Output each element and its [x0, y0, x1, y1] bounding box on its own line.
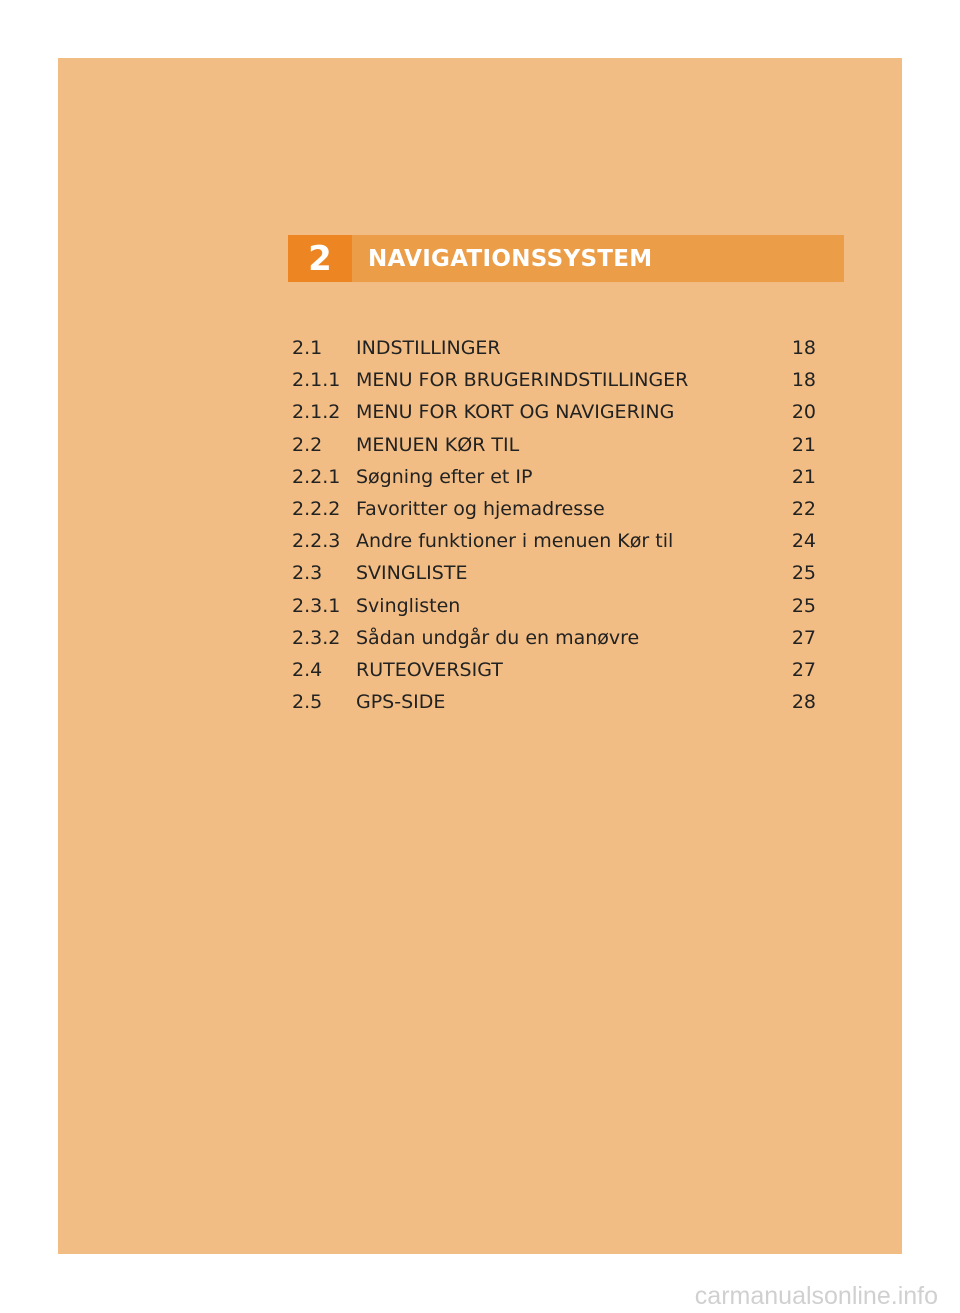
toc-entry-page: 21	[791, 465, 816, 488]
toc-entry[interactable]	[292, 590, 816, 622]
toc-entry-number: 2.2	[292, 433, 323, 456]
toc-entry-number: 2.2.1	[292, 465, 341, 488]
toc-entry[interactable]	[292, 396, 816, 428]
toc-entry-title: SVINGLISTE	[356, 562, 468, 585]
toc-entry-number: 2.2.3	[292, 530, 341, 553]
toc-entry-page: 24	[791, 530, 816, 553]
toc-entry-page: 20	[791, 401, 816, 424]
toc-entry[interactable]	[292, 364, 816, 396]
toc-entry-page: 22	[791, 498, 816, 521]
toc-entry-page: 27	[791, 658, 816, 681]
toc-entry[interactable]	[292, 525, 816, 557]
toc-entry[interactable]	[292, 557, 816, 589]
toc-entry-number: 2.1.2	[292, 401, 341, 424]
toc-entry-title: MENU FOR KORT OG NAVIGERING	[356, 401, 675, 424]
toc-entry-page: 25	[791, 562, 816, 585]
chapter-title: NAVIGATIONSSYSTEM	[368, 245, 653, 272]
table-of-contents	[292, 332, 816, 718]
watermark-text: carmanualsonline.info	[694, 1282, 938, 1310]
toc-entry-page: 21	[791, 433, 816, 456]
toc-entry-number: 2.1.1	[292, 369, 341, 392]
toc-entry[interactable]	[292, 493, 816, 525]
toc-entry-title: MENUEN KØR TIL	[356, 433, 520, 456]
toc-entry-title: Søgning efter et IP	[356, 465, 533, 488]
toc-entry-number: 2.4	[292, 658, 323, 681]
chapter-number: 2	[288, 235, 352, 282]
toc-entry-title: RUTEOVERSIGT	[356, 658, 503, 681]
toc-entry-title: INDSTILLINGER	[356, 337, 501, 360]
toc-entry-page: 25	[791, 594, 816, 617]
manual-page	[58, 58, 902, 1254]
toc-entry-number: 2.3.2	[292, 626, 341, 649]
toc-entry-number: 2.2.2	[292, 498, 341, 521]
toc-entry-number: 2.5	[292, 691, 323, 714]
toc-entry-title: Sådan undgår du en manøvre	[356, 626, 640, 649]
toc-entry[interactable]	[292, 461, 816, 493]
toc-entry[interactable]	[292, 429, 816, 461]
toc-entry[interactable]	[292, 332, 816, 364]
toc-entry-number: 2.3	[292, 562, 323, 585]
chapter-header	[288, 235, 844, 282]
toc-entry-title: Svinglisten	[356, 594, 461, 617]
toc-entry-page: 27	[791, 626, 816, 649]
toc-entry-title: MENU FOR BRUGERINDSTILLINGER	[356, 369, 689, 392]
toc-entry-title: Andre funktioner i menuen Kør til	[356, 530, 674, 553]
toc-entry-title: GPS-SIDE	[356, 691, 446, 714]
toc-entry-page: 28	[791, 691, 816, 714]
toc-entry-page: 18	[791, 369, 816, 392]
toc-entry[interactable]	[292, 686, 816, 718]
toc-entry[interactable]	[292, 622, 816, 654]
toc-entry-number: 2.1	[292, 337, 323, 360]
toc-entry-page: 18	[791, 337, 816, 360]
toc-entry-number: 2.3.1	[292, 594, 341, 617]
toc-entry-title: Favoritter og hjemadresse	[356, 498, 605, 521]
toc-entry[interactable]	[292, 654, 816, 686]
